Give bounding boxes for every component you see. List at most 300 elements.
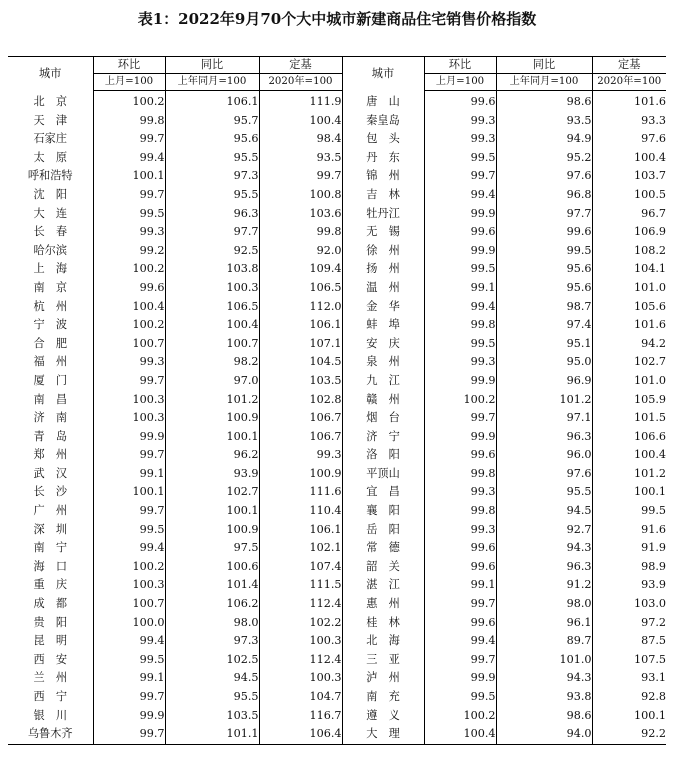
city-left-cell: 厦 门 (33, 373, 68, 387)
base-right-cell: 101.6 (592, 316, 666, 335)
city-right-cell: 温 州 (342, 279, 424, 298)
yoy-right-cell: 95.2 (496, 149, 592, 168)
city-left-cell: 乌鲁木齐 (8, 725, 93, 744)
base-right-cell: 101.2 (592, 465, 666, 484)
city-right-cell: 牡丹江 (342, 205, 424, 224)
yoy-right-cell: 97.1 (496, 409, 592, 428)
mom-right-cell: 99.3 (424, 130, 496, 149)
table-row (8, 669, 666, 688)
base-right-cell: 106.6 (592, 428, 666, 447)
city-left-cell: 上 海 (33, 262, 68, 276)
yoy-right-cell: 96.8 (496, 186, 592, 205)
base-left-cell: 106.1 (259, 521, 342, 540)
yoy-subheader-left: 上年同月=100 (165, 74, 259, 91)
base-left-cell: 112.4 (259, 651, 342, 670)
city-left-cell: 兰 州 (33, 671, 68, 685)
yoy-left-cell: 100.1 (165, 428, 259, 447)
table-row (8, 91, 666, 112)
base-left-cell: 112.4 (259, 595, 342, 614)
yoy-left-cell: 97.7 (165, 223, 259, 242)
table-row (8, 335, 666, 354)
mom-right-cell: 99.9 (424, 205, 496, 224)
mom-left-cell: 100.7 (93, 595, 165, 614)
city-left-cell: 长 沙 (33, 485, 68, 499)
base-left-cell: 103.6 (259, 205, 342, 224)
base-left-cell: 100.3 (259, 632, 342, 651)
city-right-cell: 扬 州 (342, 260, 424, 279)
table-row (8, 372, 666, 391)
base-left-cell: 99.7 (259, 167, 342, 186)
base-right-cell: 104.1 (592, 260, 666, 279)
yoy-left-cell: 103.5 (165, 707, 259, 726)
city-left-cell: 哈尔滨 (33, 243, 68, 257)
yoy-left-cell: 98.0 (165, 614, 259, 633)
mom-left-cell: 99.5 (93, 651, 165, 670)
yoy-left-cell: 96.3 (165, 205, 259, 224)
mom-left-cell: 99.7 (93, 186, 165, 205)
mom-header-left: 环比 (93, 57, 165, 74)
yoy-subheader-right: 上年同月=100 (496, 74, 592, 91)
city-right-cell: 遵 义 (342, 707, 424, 726)
yoy-left-cell: 95.6 (165, 130, 259, 149)
base-right-cell: 93.1 (592, 669, 666, 688)
city-right-cell: 惠 州 (342, 595, 424, 614)
base-right-cell: 103.7 (592, 167, 666, 186)
base-right-cell: 108.2 (592, 242, 666, 261)
yoy-right-cell: 98.7 (496, 298, 592, 317)
base-right-cell: 91.9 (592, 539, 666, 558)
yoy-right-cell: 96.0 (496, 446, 592, 465)
mom-right-cell: 99.8 (424, 316, 496, 335)
table-row (8, 242, 666, 261)
base-right-cell: 102.7 (592, 353, 666, 372)
city-left-cell: 成 都 (33, 597, 68, 611)
yoy-right-cell: 93.8 (496, 688, 592, 707)
mom-left-cell: 99.2 (93, 242, 165, 261)
yoy-left-cell: 102.5 (165, 651, 259, 670)
yoy-left-cell: 100.1 (165, 502, 259, 521)
base-left-cell: 106.7 (259, 428, 342, 447)
yoy-left-cell: 98.2 (165, 353, 259, 372)
city-left-cell: 南 宁 (33, 541, 68, 555)
yoy-right-cell: 98.6 (496, 91, 592, 112)
base-left-cell: 99.8 (259, 223, 342, 242)
mom-right-cell: 99.9 (424, 242, 496, 261)
table-row (8, 149, 666, 168)
yoy-left-cell: 100.4 (165, 316, 259, 335)
mom-left-cell: 99.7 (93, 725, 165, 744)
mom-left-cell: 100.3 (93, 576, 165, 595)
base-left-cell: 110.4 (259, 502, 342, 521)
mom-right-cell: 99.6 (424, 91, 496, 112)
city-right-cell: 徐 州 (342, 242, 424, 261)
city-left-cell: 西 宁 (33, 690, 68, 703)
base-right-cell: 100.4 (592, 149, 666, 168)
base-left-cell: 93.5 (259, 149, 342, 168)
yoy-right-cell: 94.3 (496, 669, 592, 688)
city-right-cell: 蚌 埠 (342, 316, 424, 335)
city-right-cell: 包 头 (342, 130, 424, 149)
city-right-cell: 烟 台 (342, 409, 424, 428)
yoy-left-cell: 94.5 (165, 669, 259, 688)
city-left-cell: 长 春 (33, 225, 68, 239)
base-right-cell: 103.0 (592, 595, 666, 614)
city-right-cell: 三 亚 (342, 651, 424, 670)
mom-right-cell: 99.1 (424, 576, 496, 595)
mom-right-cell: 99.5 (424, 260, 496, 279)
mom-left-cell: 99.5 (93, 205, 165, 224)
mom-left-cell: 99.3 (93, 223, 165, 242)
yoy-left-cell: 101.4 (165, 576, 259, 595)
mom-right-cell: 99.3 (424, 521, 496, 540)
yoy-left-cell: 96.2 (165, 446, 259, 465)
table-row (8, 576, 666, 595)
mom-right-cell: 99.5 (424, 688, 496, 707)
mom-right-cell: 99.7 (424, 595, 496, 614)
table-row (8, 539, 666, 558)
base-left-cell: 112.0 (259, 298, 342, 317)
yoy-right-cell: 99.6 (496, 223, 592, 242)
mom-left-cell: 100.2 (93, 316, 165, 335)
yoy-left-cell: 101.2 (165, 391, 259, 410)
table-body (8, 91, 666, 745)
base-left-cell: 104.7 (259, 688, 342, 707)
city-right-cell: 岳 阳 (342, 521, 424, 540)
table-row (8, 316, 666, 335)
mom-left-cell: 99.1 (93, 465, 165, 484)
yoy-right-cell: 101.2 (496, 391, 592, 410)
mom-right-cell: 99.7 (424, 167, 496, 186)
yoy-right-cell: 101.0 (496, 651, 592, 670)
base-subheader-right: 2020年=100 (592, 74, 666, 91)
price-index-table (8, 56, 666, 745)
base-left-cell: 104.5 (259, 353, 342, 372)
yoy-header-right: 同比 (496, 57, 592, 74)
city-left-cell: 青 岛 (33, 429, 68, 443)
city-left-cell: 武 汉 (33, 466, 68, 480)
city-left-cell: 银 川 (33, 708, 68, 722)
base-right-cell: 100.1 (592, 483, 666, 502)
base-right-cell: 100.4 (592, 446, 666, 465)
table-row (8, 279, 666, 298)
base-header-left: 定基 (259, 57, 342, 74)
mom-right-cell: 99.3 (424, 112, 496, 131)
table-row (8, 558, 666, 577)
city-right-cell: 安 庆 (342, 335, 424, 354)
mom-left-cell: 100.3 (93, 409, 165, 428)
base-left-cell: 116.7 (259, 707, 342, 726)
city-right-cell: 南 充 (342, 688, 424, 707)
base-left-cell: 111.9 (259, 91, 342, 112)
mom-left-cell: 99.3 (93, 353, 165, 372)
mom-left-cell: 100.2 (93, 558, 165, 577)
mom-right-cell: 99.7 (424, 409, 496, 428)
yoy-right-cell: 97.6 (496, 465, 592, 484)
mom-left-cell: 99.4 (93, 539, 165, 558)
yoy-right-cell: 95.6 (496, 279, 592, 298)
city-right-cell: 金 华 (342, 298, 424, 317)
table-row (8, 260, 666, 279)
yoy-right-cell: 96.9 (496, 372, 592, 391)
mom-right-cell: 99.3 (424, 353, 496, 372)
base-right-cell: 93.3 (592, 112, 666, 131)
mom-right-cell: 99.5 (424, 149, 496, 168)
city-left-cell: 广 州 (33, 504, 68, 518)
mom-left-cell: 99.7 (93, 502, 165, 521)
city-left-cell: 北 京 (33, 94, 68, 108)
city-right-cell: 洛 阳 (342, 446, 424, 465)
mom-right-cell: 99.8 (424, 465, 496, 484)
yoy-left-cell: 97.0 (165, 372, 259, 391)
city-left-cell: 大 连 (33, 206, 68, 220)
yoy-right-cell: 95.6 (496, 260, 592, 279)
city-right-cell: 襄 阳 (342, 502, 424, 521)
table-row (8, 502, 666, 521)
mom-right-cell: 100.4 (424, 725, 496, 744)
subheader-row (8, 74, 666, 91)
city-right-cell: 常 德 (342, 539, 424, 558)
city-left-cell: 西 安 (33, 652, 68, 666)
base-left-cell: 106.1 (259, 316, 342, 335)
city-right-cell: 唐 山 (342, 91, 424, 112)
yoy-right-cell: 98.0 (496, 595, 592, 614)
city-right-cell: 大 理 (342, 725, 424, 744)
table-row (8, 205, 666, 224)
yoy-left-cell: 95.5 (165, 186, 259, 205)
base-left-cell: 109.4 (259, 260, 342, 279)
city-right-cell: 泸 州 (342, 669, 424, 688)
yoy-right-cell: 96.3 (496, 558, 592, 577)
mom-left-cell: 100.2 (93, 91, 165, 112)
base-left-cell: 111.6 (259, 483, 342, 502)
table-row (8, 595, 666, 614)
table-row (8, 167, 666, 186)
base-right-cell: 93.9 (592, 576, 666, 595)
yoy-right-cell: 98.6 (496, 707, 592, 726)
table-row (8, 409, 666, 428)
city-left-cell: 贵 阳 (33, 615, 68, 629)
mom-right-cell: 99.5 (424, 335, 496, 354)
table-title: 表1：2022年9月70个大中城市新建商品住宅销售价格指数 (137, 10, 537, 28)
mom-right-cell: 99.6 (424, 446, 496, 465)
yoy-left-cell: 95.5 (165, 149, 259, 168)
mom-left-cell: 99.4 (93, 632, 165, 651)
city-right-cell: 赣 州 (342, 391, 424, 410)
mom-left-cell: 100.7 (93, 335, 165, 354)
table-row (8, 614, 666, 633)
city-left-cell: 南 京 (33, 280, 68, 294)
mom-right-cell: 99.7 (424, 651, 496, 670)
city-right-cell: 九 江 (342, 372, 424, 391)
base-right-cell: 106.9 (592, 223, 666, 242)
table-row (8, 186, 666, 205)
base-left-cell: 102.8 (259, 391, 342, 410)
city-left-cell: 福 州 (33, 355, 68, 369)
base-left-cell: 100.3 (259, 669, 342, 688)
city-left-cell: 天 津 (33, 113, 68, 127)
city-left-cell: 济 南 (33, 411, 68, 425)
base-left-cell: 106.4 (259, 725, 342, 744)
mom-right-cell: 99.1 (424, 279, 496, 298)
base-right-cell: 91.6 (592, 521, 666, 540)
mom-left-cell: 99.5 (93, 521, 165, 540)
table-row (8, 298, 666, 317)
base-left-cell: 100.4 (259, 112, 342, 131)
mom-left-cell: 99.4 (93, 149, 165, 168)
city-left-cell: 南 昌 (33, 392, 68, 406)
yoy-left-cell: 100.6 (165, 558, 259, 577)
city-right-cell: 吉 林 (342, 186, 424, 205)
yoy-left-cell: 106.5 (165, 298, 259, 317)
base-left-cell: 111.5 (259, 576, 342, 595)
mom-left-cell: 99.9 (93, 428, 165, 447)
mom-left-cell: 99.7 (93, 688, 165, 707)
city-header-right: 城市 (342, 57, 424, 91)
yoy-left-cell: 92.5 (165, 242, 259, 261)
base-right-cell: 101.5 (592, 409, 666, 428)
base-right-cell: 101.0 (592, 372, 666, 391)
table-row (8, 353, 666, 372)
yoy-right-cell: 94.9 (496, 130, 592, 149)
city-right-cell: 济 宁 (342, 428, 424, 447)
base-left-cell: 100.9 (259, 465, 342, 484)
base-header-right: 定基 (592, 57, 666, 74)
table-row (8, 521, 666, 540)
table-row (8, 112, 666, 131)
yoy-right-cell: 92.7 (496, 521, 592, 540)
base-right-cell: 94.2 (592, 335, 666, 354)
city-right-cell: 锦 州 (342, 167, 424, 186)
mom-left-cell: 100.1 (93, 483, 165, 502)
mom-left-cell: 100.2 (93, 260, 165, 279)
mom-right-cell: 99.3 (424, 483, 496, 502)
base-right-cell: 101.6 (592, 91, 666, 112)
city-left-cell: 合 肥 (33, 336, 68, 350)
yoy-left-cell: 101.1 (165, 725, 259, 744)
base-left-cell: 106.5 (259, 279, 342, 298)
base-right-cell: 97.6 (592, 130, 666, 149)
yoy-left-cell: 106.1 (165, 91, 259, 112)
city-left-cell: 郑 州 (33, 448, 68, 462)
city-right-cell: 平顶山 (342, 465, 424, 484)
mom-right-cell: 99.6 (424, 614, 496, 633)
mom-left-cell: 100.1 (93, 167, 165, 186)
base-right-cell: 100.1 (592, 707, 666, 726)
mom-right-cell: 99.9 (424, 428, 496, 447)
base-right-cell: 105.6 (592, 298, 666, 317)
yoy-right-cell: 95.0 (496, 353, 592, 372)
base-right-cell: 107.5 (592, 651, 666, 670)
base-right-cell: 97.2 (592, 614, 666, 633)
table-row (8, 223, 666, 242)
mom-left-cell: 99.1 (93, 669, 165, 688)
mom-left-cell: 100.4 (93, 298, 165, 317)
yoy-right-cell: 93.5 (496, 112, 592, 131)
mom-right-cell: 99.6 (424, 558, 496, 577)
yoy-right-cell: 91.2 (496, 576, 592, 595)
base-subheader-left: 2020年=100 (259, 74, 342, 91)
mom-right-cell: 99.9 (424, 669, 496, 688)
base-right-cell: 98.9 (592, 558, 666, 577)
base-right-cell: 101.0 (592, 279, 666, 298)
base-right-cell: 105.9 (592, 391, 666, 410)
city-left-cell: 重 庆 (33, 578, 68, 592)
base-left-cell: 98.4 (259, 130, 342, 149)
base-left-cell: 99.3 (259, 446, 342, 465)
city-right-cell: 北 海 (342, 632, 424, 651)
yoy-left-cell: 100.3 (165, 279, 259, 298)
mom-subheader-right: 上月=100 (424, 74, 496, 91)
base-left-cell: 100.8 (259, 186, 342, 205)
mom-left-cell: 99.6 (93, 279, 165, 298)
yoy-left-cell: 97.3 (165, 632, 259, 651)
table-row (8, 651, 666, 670)
yoy-right-cell: 97.6 (496, 167, 592, 186)
yoy-right-cell: 95.1 (496, 335, 592, 354)
city-left-cell: 石家庄 (33, 132, 68, 146)
city-left-cell: 昆 明 (33, 634, 68, 648)
base-right-cell: 92.8 (592, 688, 666, 707)
base-right-cell: 100.5 (592, 186, 666, 205)
mom-right-cell: 99.4 (424, 632, 496, 651)
base-left-cell: 107.1 (259, 335, 342, 354)
city-right-cell: 湛 江 (342, 576, 424, 595)
yoy-right-cell: 97.7 (496, 205, 592, 224)
table-row (8, 632, 666, 651)
mom-left-cell: 99.8 (93, 112, 165, 131)
city-right-cell: 丹 东 (342, 149, 424, 168)
mom-right-cell: 99.8 (424, 502, 496, 521)
base-right-cell: 92.2 (592, 725, 666, 744)
yoy-left-cell: 97.5 (165, 539, 259, 558)
mom-subheader-left: 上月=100 (93, 74, 165, 91)
city-right-cell: 宜 昌 (342, 483, 424, 502)
yoy-left-cell: 106.2 (165, 595, 259, 614)
city-left-cell: 宁 波 (33, 318, 68, 332)
mom-left-cell: 99.7 (93, 446, 165, 465)
yoy-header-left: 同比 (165, 57, 259, 74)
base-left-cell: 107.4 (259, 558, 342, 577)
yoy-left-cell: 95.5 (165, 688, 259, 707)
yoy-right-cell: 95.5 (496, 483, 592, 502)
city-left-cell: 沈 阳 (33, 187, 68, 201)
city-left-cell: 海 口 (33, 559, 68, 573)
mom-right-cell: 99.4 (424, 186, 496, 205)
city-right-cell: 无 锡 (342, 223, 424, 242)
base-right-cell: 87.5 (592, 632, 666, 651)
mom-right-cell: 99.9 (424, 372, 496, 391)
yoy-right-cell: 99.5 (496, 242, 592, 261)
mom-right-cell: 100.2 (424, 391, 496, 410)
yoy-left-cell: 103.8 (165, 260, 259, 279)
base-left-cell: 102.1 (259, 539, 342, 558)
mom-right-cell: 100.2 (424, 707, 496, 726)
table-row (8, 483, 666, 502)
base-left-cell: 102.2 (259, 614, 342, 633)
base-right-cell: 96.7 (592, 205, 666, 224)
yoy-right-cell: 89.7 (496, 632, 592, 651)
yoy-left-cell: 102.7 (165, 483, 259, 502)
base-left-cell: 92.0 (259, 242, 342, 261)
city-left-cell: 杭 州 (33, 299, 68, 313)
table-row (8, 428, 666, 447)
table-row (8, 707, 666, 726)
table-row (8, 465, 666, 484)
yoy-right-cell: 94.3 (496, 539, 592, 558)
header-row (8, 57, 666, 74)
table-row (8, 446, 666, 465)
base-right-cell: 99.5 (592, 502, 666, 521)
